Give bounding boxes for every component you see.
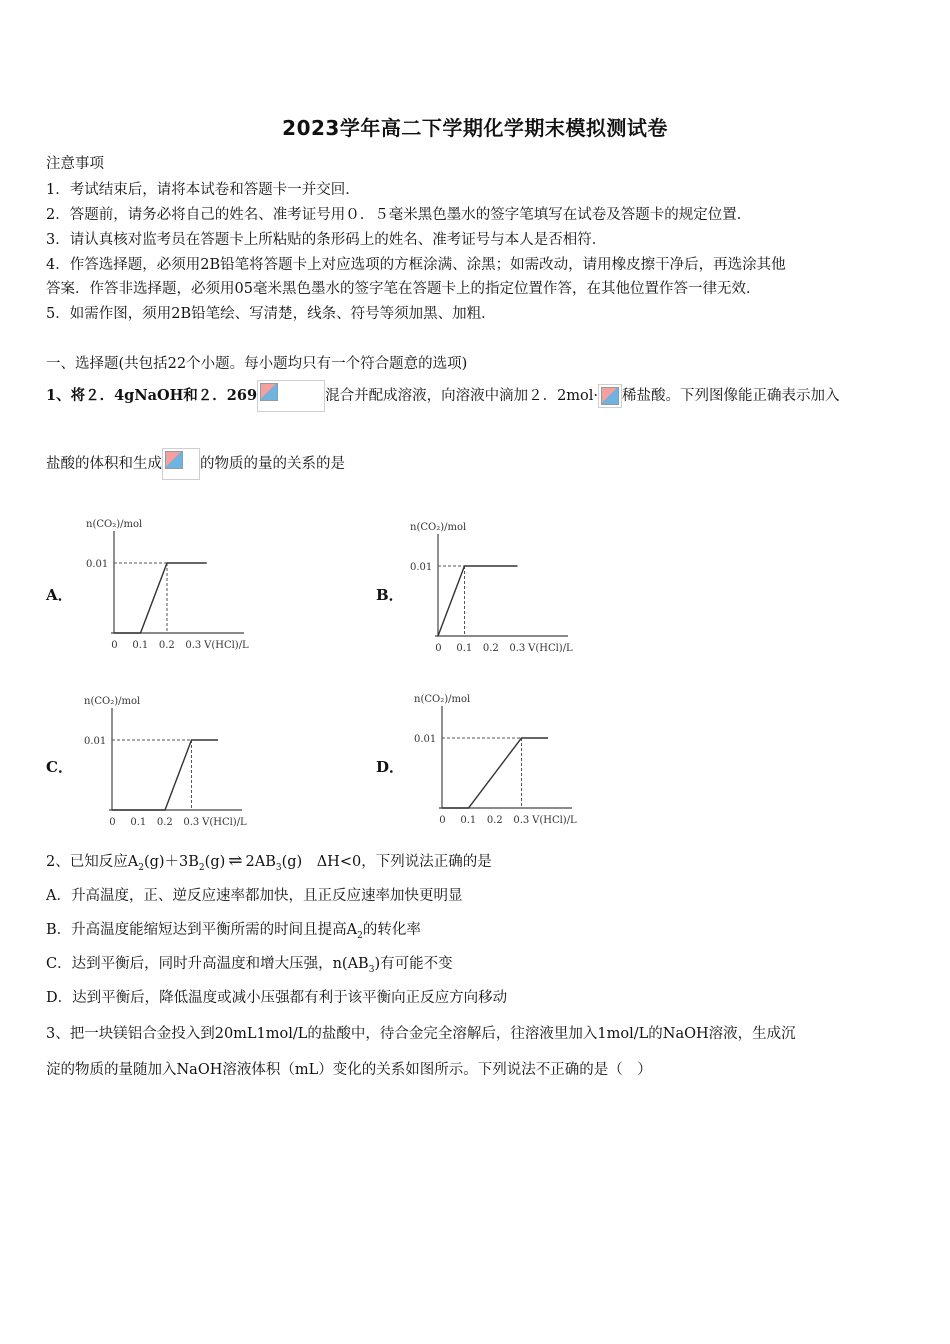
notice-item-4: 4．作答选择题，必须用2B铅笔将答题卡上对应选项的方框涂满、涂黑；如需改动，请用橡皮擦干净后，再选涂其他: [46, 257, 786, 273]
q2-stem-d: 2AB: [245, 854, 276, 870]
option-c-label: C．: [46, 758, 73, 776]
x-tick-label: 0.2: [156, 817, 173, 828]
x-tick-label: 0.2: [158, 640, 175, 651]
x-tick-label: 0.3: [183, 817, 200, 828]
y-tick-label: 0.01: [84, 736, 107, 747]
q1-text-part2: 混合并配成溶液，向溶液中滴加２．2mol·: [325, 388, 599, 404]
x-axis-label: V(HCl)/L: [202, 817, 247, 828]
option-a-label: A．: [46, 586, 73, 604]
q2-opt-b-a: B．升高温度能缩短达到平衡所需的时间且提高A: [46, 922, 358, 938]
chart-option-c: [80, 692, 260, 832]
x-tick-label: 0: [435, 643, 442, 654]
question-1-line2: [46, 448, 345, 480]
page-title: 2023学年高二下学期化学期末模拟测试卷: [282, 116, 668, 140]
chart-option-a: [82, 515, 262, 655]
x-tick-label: 0: [111, 640, 118, 651]
x-tick-label: 0.2: [482, 643, 499, 654]
option-b-label: B．: [376, 586, 404, 604]
broken-image-icon: [257, 380, 325, 412]
question-3-line2: 淀的物质的量随加入NaOH溶液体积（mL）变化的关系如图所示。下列说法不正确的是（ ）: [46, 1062, 652, 1078]
q2-stem-a: 2、已知反应A: [46, 854, 139, 870]
x-tick-label: 0.3: [513, 815, 530, 826]
q2-opt-c-b: )有可能不变: [374, 956, 453, 972]
q2-stem-c: (g): [204, 854, 226, 870]
q2-sub-c: 3: [275, 862, 282, 873]
q2-opt-b-b: 的转化率: [362, 922, 421, 938]
notice-item-3: 3．请认真核对监考员在答题卡上所粘贴的条形码上的姓名、准考证号与本人是否相符．: [46, 232, 607, 248]
q2-option-c: [46, 952, 453, 975]
q2-option-b: [46, 918, 421, 941]
y-tick-label: 0.01: [86, 559, 109, 570]
broken-image-icon: [598, 384, 622, 408]
x-axis-label: V(HCl)/L: [528, 643, 573, 654]
y-axis-label: n(CO₂)/mol: [410, 522, 467, 533]
equilibrium-arrow-icon: ⇌: [228, 851, 243, 871]
x-axis-label: V(HCl)/L: [204, 640, 249, 651]
question-2-stem: [46, 850, 492, 873]
q2-stem-b: (g)＋3B: [143, 854, 199, 870]
q2-sub-b: 2: [198, 862, 205, 873]
q2-stem-e: (g) ΔH<0，下列说法正确的是: [281, 854, 492, 870]
q2-opt-c-a: C．达到平衡后，同时升高温度和增大压强，n(AB: [46, 956, 369, 972]
y-tick-label: 0.01: [410, 562, 433, 573]
x-tick-label: 0.3: [509, 643, 526, 654]
x-tick-label: 0.1: [456, 643, 473, 654]
question-3-line1: 3、把一块镁铝合金投入到20mL1mol/L的盐酸中，待合金完全溶解后，往溶液里加入1mol/L的NaOH溶液，生成沉: [46, 1026, 796, 1042]
option-d-label: D．: [376, 758, 405, 776]
x-tick-label: 0: [439, 815, 446, 826]
notice-item-1: 1．考试结束后，请将本试卷和答题卡一并交回．: [46, 182, 360, 198]
y-axis-label: n(CO₂)/mol: [414, 694, 471, 705]
chart-option-b: [406, 518, 586, 658]
q1-text-part4: 盐酸的体积和生成: [46, 456, 162, 472]
q2-sub-a: 2: [138, 862, 144, 873]
x-tick-label: 0: [109, 817, 116, 828]
series-line: [438, 566, 518, 636]
q1-text-part5: 的物质的量的关系的是: [200, 456, 345, 472]
x-tick-label: 0.1: [460, 815, 477, 826]
section-heading: 一、选择题(共包括22个小题。每小题均只有一个符合题意的选项): [46, 356, 468, 372]
x-tick-label: 0.1: [132, 640, 149, 651]
series-line: [114, 563, 207, 633]
q2-option-d: D．达到平衡后，降低温度或减小压强都有利于该平衡向正反应方向移动: [46, 990, 508, 1006]
series-line: [112, 740, 218, 810]
notice-item-2: 2．答题前，请务必将自己的姓名、准考证号用０．５毫米黑色墨水的签字笔填写在试卷及答题卡的规定位置．: [46, 207, 752, 223]
q1-text-part1: 1、将２．4gNaOH和２．269: [46, 387, 258, 404]
x-tick-label: 0.2: [486, 815, 503, 826]
y-tick-label: 0.01: [414, 734, 437, 745]
notice-item-5: 5．如需作图，须用2B铅笔绘、写清楚，线条、符号等须加黑、加粗．: [46, 306, 496, 322]
y-axis-label: n(CO₂)/mol: [84, 696, 141, 707]
x-axis-label: V(HCl)/L: [532, 815, 577, 826]
x-tick-label: 0.3: [185, 640, 202, 651]
q2-opt-c-sub: 3: [368, 964, 375, 975]
question-1-line1: [46, 380, 840, 412]
broken-image-icon: [162, 448, 200, 480]
chart-option-d: [410, 690, 590, 830]
q2-opt-b-sub: 2: [357, 930, 363, 941]
notice-item-4-cont: 答案．作答非选择题，必须用05毫米黑色墨水的签字笔在答题卡上的指定位置作答，在其他位置作答一律无效．: [46, 281, 761, 297]
notice-heading: 注意事项: [46, 156, 104, 172]
q1-text-part3: 稀盐酸。下列图像能正确表示加入: [622, 388, 840, 404]
q2-option-a: A．升高温度，正、逆反应速率都加快，且正反应速率加快更明显: [46, 888, 463, 904]
series-line: [442, 738, 548, 808]
y-axis-label: n(CO₂)/mol: [86, 519, 143, 530]
x-tick-label: 0.1: [130, 817, 147, 828]
